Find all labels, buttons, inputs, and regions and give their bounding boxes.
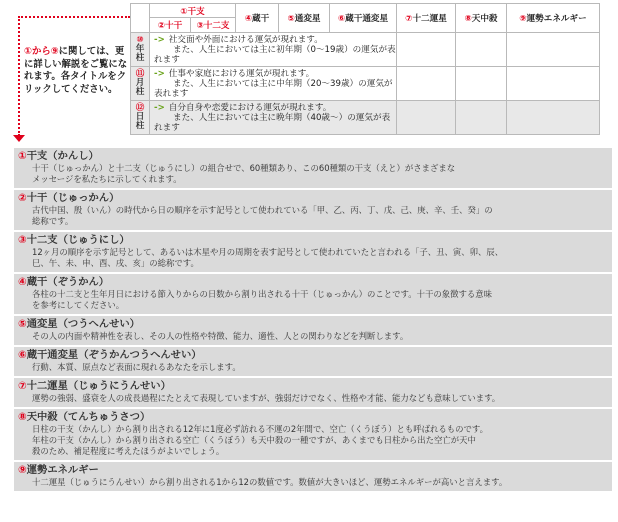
row-cell	[397, 101, 456, 135]
row-cell	[507, 101, 600, 135]
section-title-link[interactable]: ⑥蔵干通変星（ぞうかんつうへんせい）	[18, 349, 202, 361]
section-junishi: ③十二支（じゅうにし） 12ヶ月の順序を示す記号として、あるいは木星や月の周期を表す記号として使われていたと言われる「子、丑、寅、卯、辰、 巳、午、未、申、酉、戌、亥」の総称です。	[14, 232, 612, 272]
guide-line-vertical	[18, 16, 20, 136]
section-title-link[interactable]: ④蔵干（ぞうかん）	[18, 276, 110, 288]
row-cell	[397, 33, 456, 67]
explanation-list	[14, 148, 612, 493]
row-cell	[456, 67, 507, 101]
row-cell	[507, 33, 600, 67]
section-title-link[interactable]: ③十二支（じゅうにし）	[18, 234, 130, 246]
note-prefix: ①から⑨	[24, 46, 59, 57]
section-title-link[interactable]: ⑨運勢エネルギー	[18, 464, 99, 476]
header-kanshi[interactable]: ①干支	[150, 4, 236, 18]
section-tsuhensei: ⑤通変星（つうへんせい） その人の内面や精神性を表し、その人の性格や特徴、能力、適性、人との関わりなどを判断します。	[14, 316, 612, 345]
header-tenchusatsu[interactable]: ⑧天中殺	[456, 4, 507, 33]
down-arrow-icon	[13, 135, 25, 142]
section-zoukan: ④蔵干（ぞうかん） 各柱の十二支と生年月日における節入りからの日数から割り出される十干（じゅっかん）のことです。十干の象徴する意味 を参考にしてください。	[14, 274, 612, 314]
meishiki-table	[130, 3, 600, 135]
header-zoukan[interactable]: ④蔵干	[236, 4, 279, 33]
instruction-note	[24, 46, 130, 96]
row-cell	[456, 33, 507, 67]
section-title-link[interactable]: ⑤通変星（つうへんせい）	[18, 318, 140, 330]
section-title-link[interactable]: ①干支（かんし）	[18, 150, 99, 162]
note-text: に関しては、更に詳しい解説をご覧になれます。各タイトルをクリックしてください。	[24, 46, 128, 95]
row-head-getchu: ⑪ 月 柱	[131, 67, 150, 101]
header-zoukan-tsuhensei[interactable]: ⑥蔵干通変星	[330, 4, 397, 33]
section-unsei-energy: ⑨運勢エネルギー 十二運星（じゅうにうんせい）から割り出される1から12の数値です。数値が大きいほど、運勢エネルギーが高いと言えます。	[14, 462, 612, 491]
row-head-nenchu: ⑩ 年 柱	[131, 33, 150, 67]
row-desc-nitchu: -> 自分自身や恋愛における運気が現れます。 また、人生においては主に晩年期（40歳～）の運気が表れます	[150, 101, 397, 135]
guide-line-horizontal	[18, 16, 130, 18]
header-unsei-energy[interactable]: ⑨運勢エネルギー	[507, 4, 600, 33]
row-cell	[456, 101, 507, 135]
section-zoukan-tsuhensei: ⑥蔵干通変星（ぞうかんつうへんせい） 行動、本質、原点など表面に現れるあなたを示します。	[14, 347, 612, 376]
section-title-link[interactable]: ⑧天中殺（てんちゅうさつ）	[18, 411, 151, 423]
row-cell	[397, 67, 456, 101]
header-tsuhensei[interactable]: ⑤通変星	[279, 4, 330, 33]
section-tenchusatsu: ⑧天中殺（てんちゅうさつ） 日柱の干支（かんし）から割り出される12年に1度必ず訪れる不運の2年間で、空亡（くうぼう）とも呼ばれるものです。 年柱の干支（かんし）から割り出される空亡（くうぼう）も天中殺の一種ですが、あくまでも日柱から出た空亡が天中 殺のため、補足程度に考えたほうがよいでしょう。	[14, 409, 612, 460]
row-desc-getchu: -> 仕事や家庭における運気が現れます。 また、人生においては主に中年期（20～39歳）の運気が表れます	[150, 67, 397, 101]
row-desc-nenchu: -> 社交面や外面における運気が現れます。 また、人生においては主に初年期（0～19歳）の運気が表れます	[150, 33, 397, 67]
corner-cell	[131, 4, 150, 33]
header-jikkan[interactable]: ②十干	[150, 18, 191, 33]
section-kanshi: ①干支（かんし） 十干（じゅっかん）と十二支（じゅうにし）の組合せで、60種類あり、この60種類の干支（えと）がさまざまな メッセージを私たちに示してくれます。	[14, 148, 612, 188]
row-head-nitchu: ⑫ 日 柱	[131, 101, 150, 135]
section-title-link[interactable]: ⑦十二運星（じゅうにうんせい）	[18, 380, 171, 392]
header-junishi[interactable]: ③十二支	[191, 18, 236, 33]
header-juniunsei[interactable]: ⑦十二運星	[397, 4, 456, 33]
section-juniunsei: ⑦十二運星（じゅうにうんせい） 運勢の強弱、盛衰を人の成長過程にたとえて表現していますが、強弱だけでなく、性格や才能、能力なども意味しています。	[14, 378, 612, 407]
section-jikkan: ②十干（じゅっかん） 古代中国、殷（いん）の時代から日の順序を示す記号として使われている「甲、乙、丙、丁、戊、己、庚、辛、壬、癸」の 総称です。	[14, 190, 612, 230]
row-cell	[507, 67, 600, 101]
section-title-link[interactable]: ②十干（じゅっかん）	[18, 192, 120, 204]
